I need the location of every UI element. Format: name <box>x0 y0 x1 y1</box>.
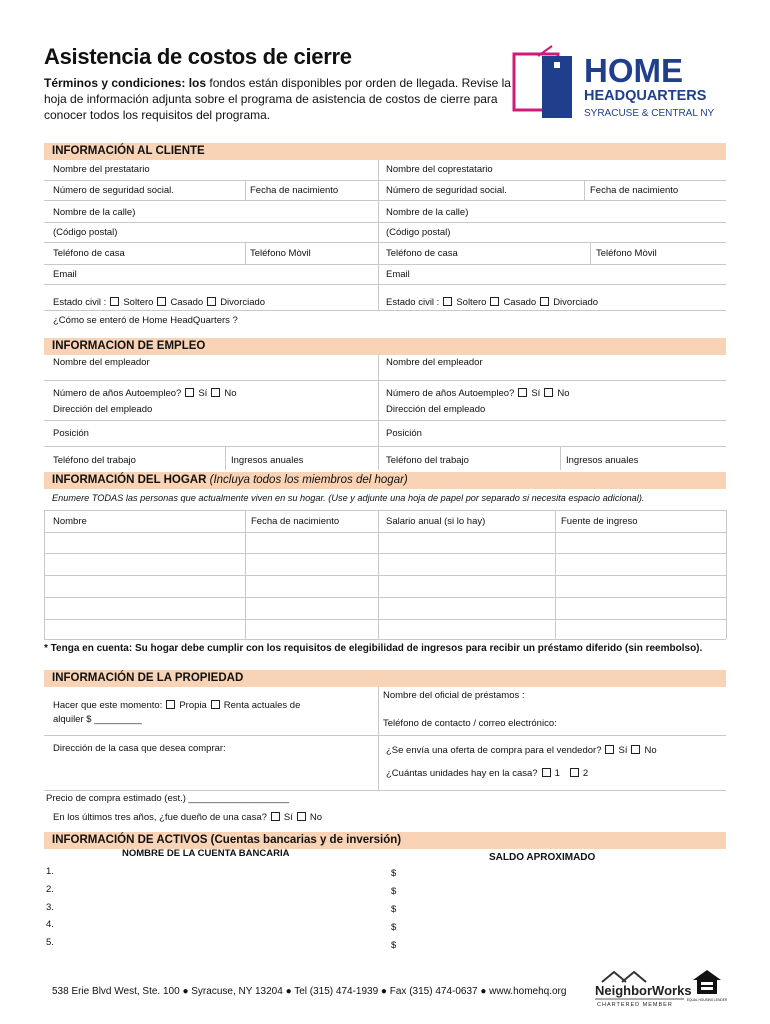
checkbox-divorciado[interactable] <box>540 297 549 306</box>
label-empleador-2: Nombre del empleador <box>386 357 483 368</box>
label-email-1: Email <box>53 269 77 280</box>
label-posicion-2: Posición <box>386 428 422 439</box>
activo-row-4: 4. <box>46 919 54 930</box>
label-u2: 2 <box>582 768 589 779</box>
label-si: Sí <box>531 388 541 399</box>
saldo-dollar-1: $ <box>391 868 397 879</box>
ultimos-row <box>53 812 322 823</box>
label-calle-2: Nombre de la calle) <box>386 207 469 218</box>
home-headquarters-logo <box>512 52 724 122</box>
label-casado: Casado <box>170 297 204 308</box>
label-tel-trabajo-2: Teléfono del trabajo <box>386 455 469 466</box>
estado-civil-row-2 <box>386 297 598 308</box>
hogar-note: * Tenga en cuenta: Su hogar debe cumplir con los requisitos de elegibilidad de ingresos para recibir un préstamo diferido (sin reembolso). <box>44 643 703 654</box>
label-divorciado: Divorciado <box>553 297 599 308</box>
autoempleo-row-2 <box>386 388 569 399</box>
label-empleador-1: Nombre del empleador <box>53 357 150 368</box>
hogar-instructions: Enumere TODAS las personas que actualmente viven en su hogar. (Use y adjunte una hoja de papel por separado si necesita espacio adicional). <box>52 493 645 503</box>
terms-bold: Términos y condiciones: los <box>44 76 207 90</box>
activo-row-1: 1. <box>46 866 54 877</box>
checkbox-unidad-1[interactable] <box>542 768 551 777</box>
label-direccion-empleado-2: Dirección del empleado <box>386 404 486 415</box>
section-empleo-header: INFORMACION DE EMPLEO <box>44 338 726 355</box>
label-como-se-entero: ¿Cómo se enteró de Home HeadQuarters ? <box>53 315 238 326</box>
checkbox-no[interactable] <box>211 388 220 397</box>
label-contacto: Teléfono de contacto / correo electrónico: <box>383 718 557 729</box>
label-oficial: Nombre del oficial de préstamos : <box>383 690 525 701</box>
label-precio: Precio de compra estimado (est.) ___________________ <box>46 793 289 804</box>
label-ssn-1: Número de seguridad social. <box>53 185 174 196</box>
hogar-header-text: INFORMACIÓN DEL HOGAR <box>52 474 207 486</box>
label-no: No <box>557 388 570 399</box>
col-saldo: SALDO APROXIMADO <box>489 852 596 863</box>
label-no: No <box>309 812 323 823</box>
checkbox-dueno-si[interactable] <box>271 812 280 821</box>
label-renta: Renta actuales de <box>223 700 301 711</box>
label-casado: Casado <box>503 297 537 308</box>
equal-housing-lender-icon <box>686 968 728 1008</box>
oferta-row <box>386 745 657 756</box>
col-fecha: Fecha de nacimiento <box>251 516 340 527</box>
label-tel-casa-1: Teléfono de casa <box>53 248 125 259</box>
label-direccion-empleado-1: Dirección del empleado <box>53 404 153 415</box>
label-ultimos: En los últimos tres años, ¿fue dueño de una casa? <box>53 812 267 823</box>
col-cuenta-bancaria: NOMBRE DE LA CUENTA BANCARIA <box>122 848 290 859</box>
label-tel-casa-2: Teléfono de casa <box>386 248 458 259</box>
logo-syracuse-text: SYRACUSE & CENTRAL NY <box>584 108 715 119</box>
checkbox-no[interactable] <box>544 388 553 397</box>
label-si: Sí <box>618 745 628 756</box>
label-hacer: Hacer que este momento: <box>53 700 163 711</box>
checkbox-si[interactable] <box>518 388 527 397</box>
label-oferta: ¿Se envía una oferta de compra para el vendedor? <box>386 745 602 756</box>
label-ingresos-1: Ingresos anuales <box>231 455 304 466</box>
label-autoempleo: Número de años Autoempleo? <box>386 388 515 399</box>
label-alquiler: alquiler $ _________ <box>53 714 142 725</box>
label-prestatario: Nombre del prestatario <box>53 164 150 175</box>
checkbox-renta[interactable] <box>211 700 220 709</box>
hogar-header-italic: (Incluya todos los miembros del hogar) <box>209 474 408 486</box>
label-tel-movil-2: Teléfono Mòvil <box>596 248 657 259</box>
activo-row-3: 3. <box>46 902 54 913</box>
checkbox-unidad-2[interactable] <box>570 768 579 777</box>
page-title: Asistencia de costos de cierre <box>44 44 352 69</box>
label-direccion-casa: Dirección de la casa que desea comprar: <box>53 743 226 754</box>
label-u1: 1 <box>554 768 560 779</box>
checkbox-casado[interactable] <box>157 297 166 306</box>
unidades-row <box>386 768 588 779</box>
label-posicion-1: Posición <box>53 428 89 439</box>
label-ingresos-2: Ingresos anuales <box>566 455 639 466</box>
terms-rest: fondos están disponibles por orden de llegada. Revise la hoja de información adjunta sobre el programa de asistencia de costos de cierre para conocer todos los requisitos del programa. <box>44 76 511 122</box>
checkbox-si[interactable] <box>185 388 194 397</box>
label-si: Sí <box>198 388 208 399</box>
checkbox-divorciado[interactable] <box>207 297 216 306</box>
col-nombre: Nombre <box>53 516 87 527</box>
label-propia: Propia <box>179 700 207 711</box>
checkbox-propia[interactable] <box>166 700 175 709</box>
label-nacimiento-2: Fecha de nacimiento <box>590 185 679 196</box>
activo-row-5: 5. <box>46 937 54 948</box>
section-activos-header: INFORMACIÓN DE ACTIVOS (Cuentas bancarias y de inversión) <box>44 832 726 849</box>
label-email-2: Email <box>386 269 410 280</box>
label-no: No <box>644 745 657 756</box>
neighborworks-logo <box>592 968 692 1008</box>
saldo-dollar-2: $ <box>391 886 397 897</box>
estado-civil-row-1 <box>53 297 265 308</box>
autoempleo-row-1 <box>53 388 236 399</box>
terms-text <box>44 75 514 123</box>
label-soltero: Soltero <box>123 297 154 308</box>
activo-row-2: 2. <box>46 884 54 895</box>
label-tel-trabajo-1: Teléfono del trabajo <box>53 455 136 466</box>
label-soltero: Soltero <box>456 297 487 308</box>
neighborworks-sub: CHARTERED MEMBER <box>597 1002 673 1008</box>
checkbox-casado[interactable] <box>490 297 499 306</box>
logo-hq-text: HEADQUARTERS <box>584 88 707 104</box>
label-ssn-2: Número de seguridad social. <box>386 185 507 196</box>
checkbox-soltero[interactable] <box>443 297 452 306</box>
section-hogar-header <box>44 472 726 489</box>
checkbox-soltero[interactable] <box>110 297 119 306</box>
logo-home-text: HOME <box>584 52 683 89</box>
label-divorciado: Divorciado <box>220 297 266 308</box>
label-estado-civil: Estado civil : <box>386 297 440 308</box>
label-si: Sí <box>283 812 293 823</box>
label-calle-1: Nombre de la calle) <box>53 207 136 218</box>
section-propiedad-header: INFORMACIÓN DE LA PROPIEDAD <box>44 670 726 687</box>
saldo-dollar-4: $ <box>391 922 397 933</box>
neighborworks-text: NeighborWorks <box>595 983 692 998</box>
footer-address: 538 Erie Blvd West, Ste. 100 ● Syracuse, NY 13204 ● Tel (315) 474-1939 ● Fax (315) 474-0637 ● www.homehq.org <box>52 986 567 997</box>
label-unidades: ¿Cuántas unidades hay en la casa? <box>386 768 538 779</box>
label-no: No <box>224 388 237 399</box>
label-estado-civil: Estado civil : <box>53 297 107 308</box>
label-postal-1: (Código postal) <box>53 227 118 238</box>
col-fuente: Fuente de ingreso <box>561 516 638 527</box>
label-tel-movil-1: Teléfono Mòvil <box>250 248 311 259</box>
col-salario: Salario anual (si lo hay) <box>386 516 486 527</box>
equal-housing-text: EQUAL HOUSING LENDER <box>686 998 728 1002</box>
checkbox-oferta-si[interactable] <box>605 745 614 754</box>
label-nacimiento-1: Fecha de nacimiento <box>250 185 339 196</box>
label-coprestatario: Nombre del coprestatario <box>386 164 493 175</box>
section-cliente-header: INFORMACIÓN AL CLIENTE <box>44 143 726 160</box>
hacer-row <box>53 700 300 711</box>
checkbox-dueno-no[interactable] <box>297 812 306 821</box>
label-postal-2: (Código postal) <box>386 227 451 238</box>
label-autoempleo: Número de años Autoempleo? <box>53 388 182 399</box>
saldo-dollar-3: $ <box>391 904 397 915</box>
checkbox-oferta-no[interactable] <box>631 745 640 754</box>
saldo-dollar-5: $ <box>391 940 397 951</box>
